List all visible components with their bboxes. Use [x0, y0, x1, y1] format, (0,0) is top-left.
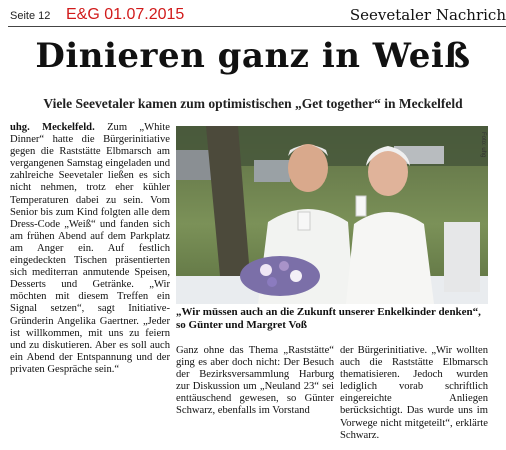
photo-caption: „Wir müssen auch an die Zukunft unserer Enkelkinder denken“, so Günter und Margret Voß	[176, 306, 481, 331]
date-stamp: E&G 01.07.2015	[66, 6, 185, 23]
article-photo	[176, 126, 488, 304]
page-number: Seite 12	[10, 10, 51, 22]
newspaper-name: Seevetaler Nachrich	[349, 6, 506, 24]
article-headline: Dinieren ganz in Weiß	[35, 36, 471, 76]
page-header	[8, 6, 506, 27]
article-subheadline: Viele Seevetaler kamen zum optimistischen „Get together“ in Meckelfeld	[43, 96, 463, 111]
article-column-2: Ganz ohne das Thema „Raststätte“ ging es aber doch nicht: Der Besuch der Bezirksversammlung Harburg zur Diskussion um „Neuland 23“ sei enttäuschend gewesen, so Günter Schwarz, ebenfalls im Vorstand	[176, 345, 334, 417]
article-column-1-text: Zum „White Dinner“ hatte die Bürgerinitiative gegen die Raststätte Elbmarsch am vergangenen Samstag eingeladen und zahlreiche Seevetaler ließen es sich nicht nehmen, trotz eher kühler Temperaturen dabei zu sein. Vom Senior bis zum Kind folgten alle dem Dress-Code „Weiß“ und fanden sich am frühen Abend auf dem Parkplatz am Anger ein. Auf festlich eingedeckten Tischen präsentierten sich mediterran anmutende Speisen, Desserts und Getränke. „Wir möchten mit diesem Treffen ein Signal setzen“, sagt Initiative-Gründerin Angelika Gaertner. „Jeder ist willkommen, mit uns zu feiern und zu diskutieren. Aber es soll auch ein Abend der Entspannung und der privaten Gespräche sein.“	[10, 122, 170, 375]
photo-credit: Foto: uhg	[480, 132, 486, 158]
article-column-1	[10, 122, 170, 376]
article-byline: uhg. Meckelfeld.	[10, 122, 95, 133]
photo-illustration	[176, 126, 488, 304]
article-column-3: der Bürgerinitiative. „Wir wollten auch die Raststätte Elbmarsch thematisieren. Jedoch wurden lediglich vorab schriftlich eingereichte Anliegen berücksichtigt. Das wurde uns im Vorwege nicht mitgeteilt“, erklärte Schwarz.	[340, 345, 488, 441]
